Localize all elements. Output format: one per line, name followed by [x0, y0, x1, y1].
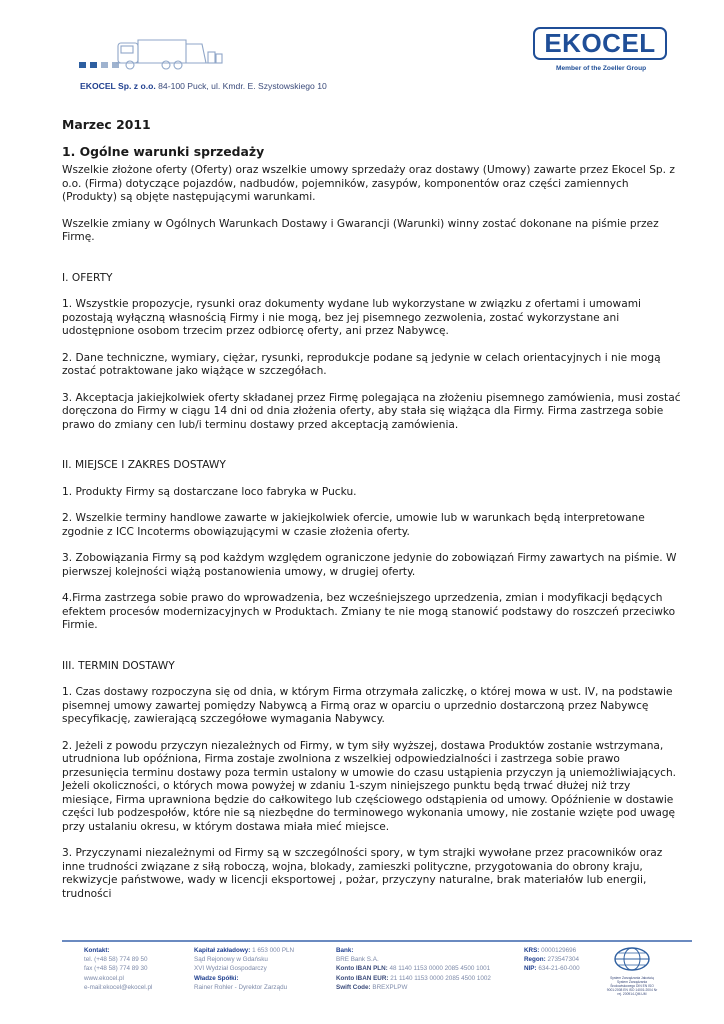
regon-value: 273547304 — [547, 956, 579, 964]
offers-paragraph-3: 3. Akceptacja jakiejkolwiek oferty składanej przez Firmę polegająca na złożeniu pisemnego zamówienia, musi zostać doręczona do Firmy w ciągu 14 dni od dnia złożenia oferty, aby stała się wiążąca dla Firmy. Firma zastrzega sobie prawo do zmiany cen lub/i terminu dostawy przed akceptacją zamówienia. — [62, 391, 681, 431]
krs-label: KRS: — [524, 947, 540, 954]
iban-pln-value: 48 1140 1153 0000 2085 4500 1001 — [389, 965, 491, 973]
nip-value: 634-21-60-000 — [538, 965, 580, 973]
logo-tagline: Member of the Zoeller Group — [556, 65, 647, 72]
company-address-line — [80, 81, 327, 91]
board-label: Władze Spółki: — [194, 974, 239, 982]
delivery-place-paragraph-4: 4.Firma zastrzega sobie prawo do wprowadzenia, bez wcześniejszego uprzedzenia, zmian i modyfikacji będących efektem procesów modernizacyjnych w Produktach. Zmiany te nie mogą stanowić podstawy do roszczeń przeciwko Firmie. — [62, 592, 676, 631]
contact-tel: tel. (+48 58) 774 89 50 — [84, 956, 148, 964]
company-address: 84-100 Puck, ul. Kmdr. E. Szystowskiego 10 — [158, 81, 327, 91]
contact-email: e-mail:ekocel@ekocel.pl — [84, 983, 153, 991]
footer-divider — [62, 940, 692, 942]
intro-paragraph-2: Wszelkie zmiany w Ogólnych Warunkach Dostawy i Gwarancji (Warunki) winny zostać dokonane na piśmie przez Firmę. — [62, 217, 659, 243]
footer-registration — [524, 946, 580, 974]
nip-label: NIP: — [524, 965, 537, 973]
contact-title: Kontakt: — [84, 947, 110, 954]
intro-paragraph-1: Wszelkie złożone oferty (Oferty) oraz wszelkie umowy sprzedaży oraz dostawy (Umowy) zawarte przez Ekocel Sp. z o.o. (Firma) dotyczące pojazdów, nadbudów, pojemników, zasypów, komponentów oraz części zamiennych (Produkty) są objęte następującymi warunkami. — [62, 164, 675, 203]
ekocel-logo — [533, 27, 667, 60]
iban-eur-label: Konto IBAN EUR: — [336, 974, 389, 982]
offers-paragraph-1: 1. Wszystkie propozycje, rysunki oraz dokumenty wydane lub wykorzystane w związku z ofertami i umowami pozostają wyłączną własnością Firmy i nie mogą, bez jej pisemnego zezwolenia, zostać wykorzystane ani udostępnione osobom trzecim przez odbiorcę oferty, ani przez Nabywcę. — [62, 298, 641, 337]
document-title: 1. Ogólne warunki sprzedaży — [62, 144, 265, 159]
delivery-time-paragraph-2: 2. Jeżeli z powodu przyczyn niezależnych od Firmy, w tym siły wyższej, dostawa Produktów zostanie wstrzymana, utrudniona lub opóźniona, Firma zostaje zwolniona z wszelkiej odpowiedzialności i zastrzega sobie prawo przesunięcia terminu dostawy poza termin ustalony w umowie do czasu ustąpienia przyczyn ją uniemożliwiających. Jeżeli okoliczności, o których mowa powyżej w zdaniu 1-szym niniejszego punktu będą trwać dłużej niż trzy miesiące, Firma uprawniona będzie do całkowitego lub częściowego odstąpienia od umowy. Opóźnienie w dostawie części lub podzespołów, które nie są niezbędne do terminowego wykonania umowy, nie zostanie wzięte pod uwagę przy ustalaniu okresu, w którym dostawa miała mieć miejsce. — [62, 739, 677, 833]
capital-label: Kapitał zakładowy: — [194, 947, 251, 954]
footer-company-info — [194, 946, 294, 992]
company-name: EKOCEL Sp. z o.o. — [80, 81, 156, 91]
swift-label: Swift Code: — [336, 983, 371, 991]
garbage-truck-icon — [116, 36, 226, 72]
delivery-time-paragraph-3: 3. Przyczynami niezależnymi od Firmy są w szczególności spory, w tym strajki wywołane przez pracowników oraz inne trudności związane z siłą roboczą, wojna, blokady, zamieszki polityczne, przygotowania do obrony kraju, rekwizycje państwowe, wady w licencji eksportowej , pożar, przyczyny naturalne, brak materiałów lub energii, trudności — [62, 847, 663, 900]
contact-web: www.ekocel.pl — [84, 974, 124, 982]
logo-text: EKOCEL — [544, 28, 656, 58]
letterhead — [0, 0, 724, 100]
page-footer — [0, 940, 724, 1024]
iban-pln-label: Konto IBAN PLN: — [336, 965, 388, 973]
delivery-place-paragraph-3: 3. Zobowiązania Firmy są pod każdym względem ograniczone jedynie do zobowiązań Firmy zawartych na piśmie. W pierwszej kolejności wiążą postanowienia umowy, w drugiej oferty. — [62, 552, 677, 578]
offers-paragraph-2: 2. Dane techniczne, wymiary, ciężar, rysunki, reprodukcje podane są jedynie w celach orientacyjnych i nie mogą zostać potraktowane jako wiążące w szczegółach. — [62, 351, 661, 377]
krs-value: 0000129696 — [541, 947, 577, 954]
delivery-place-paragraph-2: 2. Wszelkie terminy handlowe zawarte w jakiejkolwiek ofercie, umowie lub w warunkach będą interpretowane zgodnie z ICC Incoterms obowiązującymi w czasie złożenia oferty. — [62, 512, 645, 538]
decorative-squares — [79, 62, 119, 68]
certification-globe-icon — [612, 946, 652, 972]
certification-text: System Zarządzania Jakością System Zarządzania Środowiskowego DIN EN ISO 9001:2008 EN ISO 14001:2004 Nr rej. 200914-QM-UM — [606, 976, 658, 996]
bank-name: BRE Bank S.A. — [336, 956, 379, 964]
board-value: Rainer Rohler - Dyrektor Zarządu — [194, 983, 288, 991]
court-line-2: XVI Wydział Gospodarczy — [194, 965, 267, 973]
delivery-place-paragraph-1: 1. Produkty Firmy są dostarczane loco fabryka w Pucku. — [62, 485, 357, 498]
iban-eur-value: 21 1140 1153 0000 2085 4500 1002 — [390, 974, 491, 982]
section-heading-delivery-time: III. TERMIN DOSTAWY — [62, 659, 175, 672]
section-heading-delivery-place: II. MIEJSCE I ZAKRES DOSTAWY — [62, 459, 226, 471]
document-date: Marzec 2011 — [62, 117, 151, 132]
regon-label: Regon: — [524, 956, 546, 964]
footer-bank-info — [336, 946, 491, 992]
delivery-time-paragraph-1: 1. Czas dostawy rozpoczyna się od dnia, w którym Firma otrzymała zaliczkę, o której mowa w ust. IV, na podstawie pisemnej umowy zawartej pomiędzy Nabywcą a Firmą oraz w oparciu o uprzednio dostarczoną przez Nabywcę specyfikację, zawierającą szczegółowe wymagania Nabywcy. — [62, 686, 673, 725]
footer-contact — [84, 946, 152, 992]
document-body — [62, 117, 682, 914]
swift-value: BREXPLPW — [372, 983, 408, 991]
capital-value: 1 653 000 PLN — [252, 947, 295, 954]
bank-label: Bank: — [336, 947, 354, 954]
contact-fax: fax (+48 58) 774 89 30 — [84, 965, 148, 973]
court-line-1: Sąd Rejonowy w Gdańsku — [194, 956, 268, 964]
section-heading-offers: I. OFERTY — [62, 271, 113, 284]
certification-seal — [606, 946, 658, 1012]
